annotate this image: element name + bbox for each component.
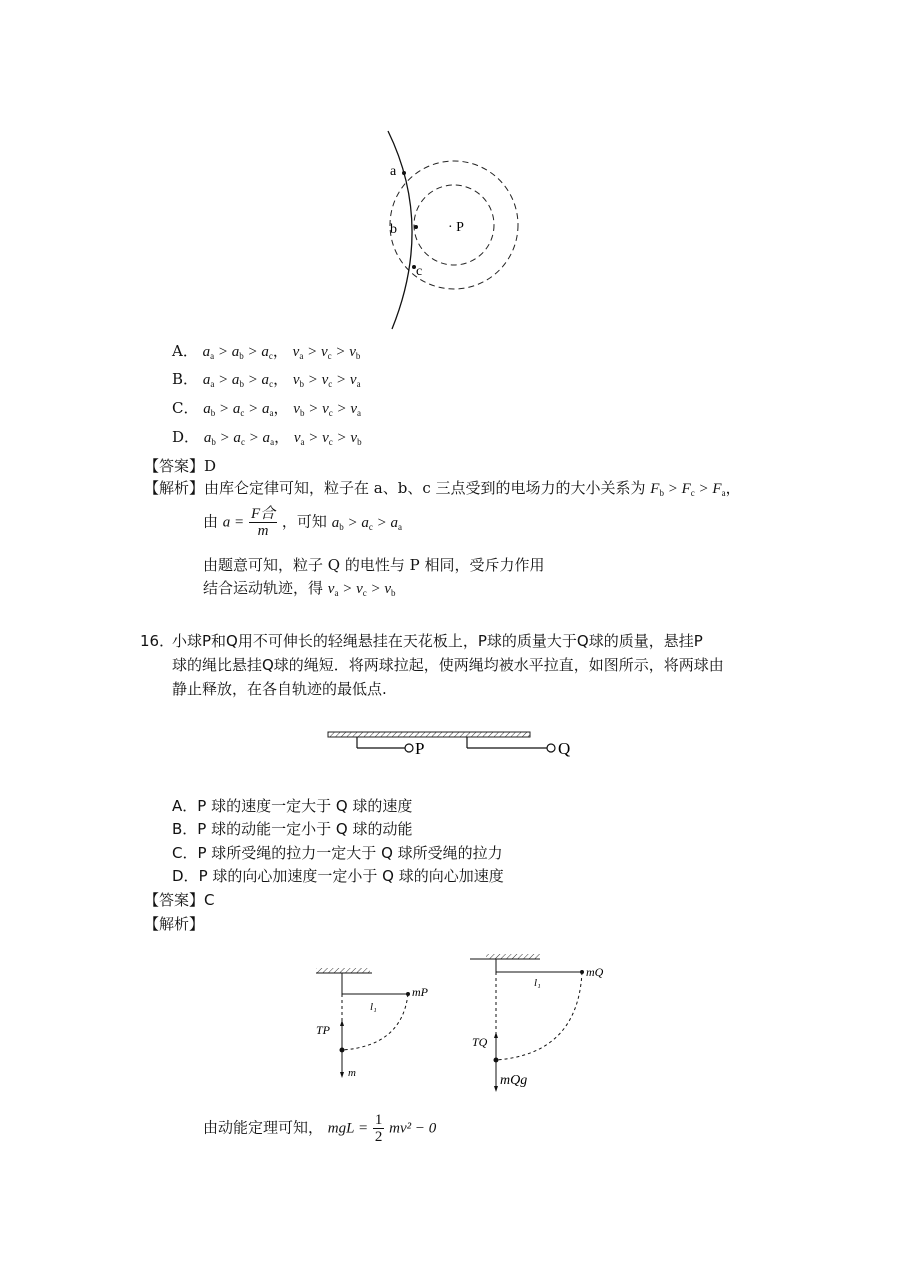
accel-order: $a_a > a_b > a_c$ <box>202 344 273 361</box>
label-mP: mP <box>412 985 428 999</box>
label-c: c <box>416 264 423 279</box>
label-P: · P <box>448 220 464 235</box>
option-letter: B． <box>172 370 199 388</box>
q16-option-b <box>172 818 412 841</box>
ceiling <box>328 732 530 737</box>
option-letter: A． <box>172 342 198 360</box>
accel-order: $a_b > a_c > a_a$ <box>203 430 275 447</box>
ball-P <box>405 744 413 752</box>
kinetic-prefix: 由动能定理可知， <box>203 1118 324 1137</box>
q16-option-d <box>172 865 504 888</box>
vel-order: $v_b > v_c > v_a$ <box>292 372 361 389</box>
label-mQ: mQ <box>586 965 604 979</box>
label-mg-P: m <box>348 1067 356 1079</box>
q15-analysis-line3: 由题意可知，粒子 Q 的电性与 P 相同，受斥力作用 <box>203 556 545 574</box>
fraction-numerator: F合 <box>250 506 276 522</box>
analysis-text: 由库仑定律可知，粒子在 a、b、c 三点受到的电场力的大小关系为 <box>204 479 646 497</box>
q16-number: 16． <box>140 632 175 650</box>
option-text: P 球所受绳的拉力一定大于 Q 球所受绳的拉力 <box>197 844 503 862</box>
label-TP: TP <box>316 1023 331 1037</box>
q15-option-a: A． $a_a > a_b > a_c$， $v_a > v_c > v_b$ <box>172 342 361 361</box>
option-letter: C． <box>172 844 198 862</box>
q15-option-d: D． $a_b > a_c > a_a$， $v_a > v_c > v_b$ <box>172 428 362 447</box>
vel-order: $v_a > v_c > v_b$ <box>292 344 361 361</box>
vel-order: $v_a > v_c > v_b$ <box>293 430 362 447</box>
point-a <box>402 171 406 175</box>
q15-analysis-line1 <box>144 478 741 503</box>
kinetic-energy-line <box>203 1112 436 1145</box>
accel-order: $a_b > a_c > a_a$ <box>203 401 274 418</box>
option-text: P 球的速度一定大于 Q 球的速度 <box>197 797 413 815</box>
label-P: P <box>415 739 425 758</box>
q15-answer <box>144 456 216 476</box>
option-letter: C． <box>172 399 199 417</box>
q16-option-c <box>172 842 503 865</box>
pendulum-setup-figure <box>325 730 580 760</box>
half-fraction <box>373 1112 385 1145</box>
q15-option-b: B． $a_a > a_b > a_c$， $v_b > v_c > v_a$ <box>172 370 361 389</box>
comma: ， <box>725 479 741 497</box>
q16-option-a <box>172 795 412 818</box>
kinetic-right: mv² − 0 <box>389 1120 437 1137</box>
pendulum-force-figure <box>300 950 630 1100</box>
field-trajectory-figure <box>370 125 520 335</box>
option-letter: D． <box>172 867 199 885</box>
q16-stem-line2: 球的绳比悬挂Q球的绳短．将两球拉起，使两绳均被水平拉直，如图所示，将两球由 <box>172 656 724 674</box>
answer-tag: 【答案】 <box>144 457 205 475</box>
formula-a: a = <box>222 514 245 531</box>
label-b: b <box>390 222 397 237</box>
label-TQ: TQ <box>472 1035 488 1049</box>
label-l1: l₁ <box>370 1001 377 1013</box>
analysis-tag: 【解析】 <box>144 479 205 497</box>
option-letter: B． <box>172 820 198 838</box>
q15-analysis-line2 <box>203 506 402 539</box>
label-mQg: mQg <box>500 1073 528 1088</box>
vel-order: $v_b > v_c > v_a$ <box>293 401 362 418</box>
force-over-mass-fraction <box>249 506 277 539</box>
accel-relation: $a_b > a_c > a_a$ <box>331 514 402 532</box>
option-letter: D． <box>172 428 200 446</box>
ball-Q <box>547 744 555 752</box>
kinetic-left: mgL = <box>327 1120 369 1137</box>
fraction-numerator: 1 <box>374 1112 383 1128</box>
fraction-denominator: 2 <box>374 1129 383 1145</box>
answer-tag: 【答案】 <box>144 891 205 909</box>
q16-stem-line3: 静止释放，在各自轨迹的最低点. <box>172 680 387 698</box>
line4-prefix: 结合运动轨迹，得 <box>203 579 324 597</box>
vel-relation: $v_a > v_c > v_b$ <box>327 581 396 598</box>
accel-order: $a_a > a_b > a_c$ <box>202 372 274 389</box>
answer-value: D <box>204 457 217 475</box>
formula-prefix: 由 <box>203 512 219 531</box>
option-text: P 球的动能一定小于 Q 球的动能 <box>197 820 413 838</box>
fraction-denominator: m <box>257 523 269 539</box>
q16-stem-line1: 小球P和Q用不可伸长的轻绳悬挂在天花板上，P球的质量大于Q球的质量，悬挂P <box>172 632 703 650</box>
label-a: a <box>390 164 397 179</box>
q16-answer <box>144 889 215 912</box>
q15-analysis-line4 <box>203 578 396 603</box>
force-relation: $F_b > F_c > F_a$ <box>650 481 726 498</box>
label-Q: Q <box>558 739 571 758</box>
point-b <box>414 225 418 229</box>
q16-analysis-tag: 【解析】 <box>144 915 205 933</box>
answer-value: C <box>204 891 215 909</box>
option-text: P 球的向心加速度一定小于 Q 球的向心加速度 <box>198 867 504 885</box>
formula-mid: ，可知 <box>281 512 327 531</box>
q15-option-c: C． $a_b > a_c > a_a$， $v_b > v_c > v_a$ <box>172 399 362 418</box>
option-letter: A． <box>172 797 198 815</box>
label-l2: l₁ <box>534 977 541 989</box>
